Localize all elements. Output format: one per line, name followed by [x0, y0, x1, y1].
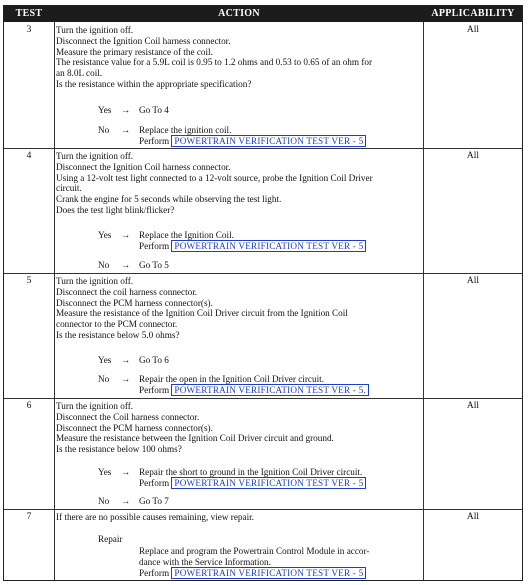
table-row: [4, 399, 522, 509]
table-row: [4, 23, 522, 148]
action-line: Turn the ignition off.: [56, 25, 134, 35]
verification-test-link[interactable]: POWERTRAIN VERIFICATION TEST VER - 5.: [171, 384, 368, 396]
verification-test-link[interactable]: POWERTRAIN VERIFICATION TEST VER - 5: [171, 240, 366, 252]
no-result: Repair the open in the Ignition Coil Driver circuit.: [139, 374, 324, 384]
yes-result: Repair the short to ground in the Ignition Coil Driver circuit.: [139, 467, 363, 477]
action-text: [56, 151, 422, 216]
header-applicability: APPLICABILITY: [431, 8, 515, 19]
no-result: Go To 5: [139, 260, 169, 270]
test-number: 3: [26, 25, 32, 35]
action-line: Measure the resistance between the Ignition Coil Driver circuit and ground.: [56, 433, 334, 444]
arrow-icon: →: [121, 105, 131, 115]
arrow-icon: →: [121, 355, 131, 365]
header-action: ACTION: [218, 8, 260, 19]
action-line: Turn the ignition off.: [56, 276, 134, 286]
arrow-icon: →: [121, 467, 131, 477]
yes-label: Yes: [98, 230, 112, 240]
action-line: Turn the ignition off.: [56, 151, 134, 161]
perform-line: [139, 478, 366, 489]
action-line: Measure the primary resistance of the coil.: [56, 46, 213, 57]
table-row: [4, 274, 522, 398]
test-number: 5: [26, 276, 32, 286]
test-number: 4: [26, 151, 32, 161]
perform-line: [139, 568, 366, 579]
verification-test-link[interactable]: POWERTRAIN VERIFICATION TEST VER - 5: [171, 477, 366, 489]
action-line: connector to the PCM connector.: [56, 319, 178, 330]
repair-line: dance with the Service Information.: [139, 556, 271, 567]
action-line: Measure the resistance of the Ignition Coil Driver circuit from the Ignition Coil: [56, 308, 348, 319]
action-line: Crank the engine for 5 seconds while observing the test light.: [56, 194, 282, 205]
action-text: [56, 25, 422, 90]
action-line: Is the resistance below 100 ohms?: [56, 444, 182, 455]
action-line: an 8.0L coil.: [56, 68, 103, 79]
action-line: Disconnect the coil harness connector.: [56, 286, 198, 297]
repair-line: Replace and program the Powertrain Control Module in accor-: [139, 546, 370, 556]
applicability-value: All: [466, 151, 480, 161]
perform-line: [139, 241, 366, 252]
yes-label: Yes: [98, 105, 112, 115]
applicability-value: All: [466, 276, 480, 286]
arrow-icon: →: [121, 260, 131, 270]
action-text: [56, 512, 422, 523]
repair-text: [139, 546, 369, 568]
verification-test-link[interactable]: POWERTRAIN VERIFICATION TEST VER - 5: [171, 567, 366, 579]
perform-line: [139, 136, 366, 147]
perform-label: Perform: [139, 568, 170, 578]
no-label: No: [98, 125, 110, 135]
perform-line: [139, 385, 369, 396]
action-line: Is the resistance within the appropriate specification?: [56, 78, 252, 89]
action-line: Turn the ignition off.: [56, 401, 134, 411]
action-line: The resistance value for a 5.9L coil is 0.95 to 1.2 ohms and 0.53 to 0.65 of an ohm for: [56, 57, 373, 68]
action-line: Disconnect the Ignition Coil harness connector.: [56, 161, 231, 172]
perform-label: Perform: [139, 136, 170, 146]
action-line: circuit.: [56, 183, 82, 194]
arrow-icon: →: [121, 230, 131, 240]
yes-result: Go To 6: [139, 355, 169, 365]
header-test: TEST: [15, 8, 43, 19]
applicability-value: All: [466, 512, 480, 522]
action-line: If there are no possible causes remaining, view repair.: [56, 512, 254, 522]
action-text: [56, 276, 422, 341]
applicability-value: All: [466, 401, 480, 411]
action-line: Disconnect the PCM harness connector(s).: [56, 297, 213, 308]
action-line: Disconnect the Ignition Coil harness connector.: [56, 35, 231, 46]
perform-label: Perform: [139, 241, 170, 251]
arrow-icon: →: [121, 374, 131, 384]
yes-label: Yes: [98, 467, 112, 477]
no-result: Go To 7: [139, 496, 169, 506]
no-label: No: [98, 374, 110, 384]
action-line: Does the test light blink/flicker?: [56, 204, 175, 215]
action-line: Disconnect the Coil harness connector.: [56, 411, 200, 422]
no-result: Replace the ignition coil.: [139, 125, 232, 135]
no-label: No: [98, 260, 110, 270]
arrow-icon: →: [121, 496, 131, 506]
test-number: 6: [26, 401, 32, 411]
no-label: No: [98, 496, 110, 506]
test-number: 7: [26, 512, 32, 522]
action-line: Using a 12-volt test light connected to a 12-volt source, probe the Ignition Coil Driver: [56, 172, 373, 183]
diagnostic-table: [3, 5, 523, 581]
action-line: Disconnect the PCM harness connector(s).: [56, 422, 213, 433]
repair-label: Repair: [98, 534, 123, 544]
yes-result: Replace the Ignition Coil.: [139, 230, 234, 240]
verification-test-link[interactable]: POWERTRAIN VERIFICATION TEST VER - 5: [171, 135, 366, 147]
applicability-value: All: [466, 25, 480, 35]
yes-label: Yes: [98, 355, 112, 365]
perform-label: Perform: [139, 478, 170, 488]
table-row: [4, 149, 522, 273]
yes-result: Go To 4: [139, 105, 169, 115]
perform-label: Perform: [139, 385, 170, 395]
action-text: [56, 401, 422, 455]
action-line: Is the resistance below 5.0 ohms?: [56, 329, 180, 340]
arrow-icon: →: [121, 125, 131, 135]
table-header: [4, 6, 522, 22]
